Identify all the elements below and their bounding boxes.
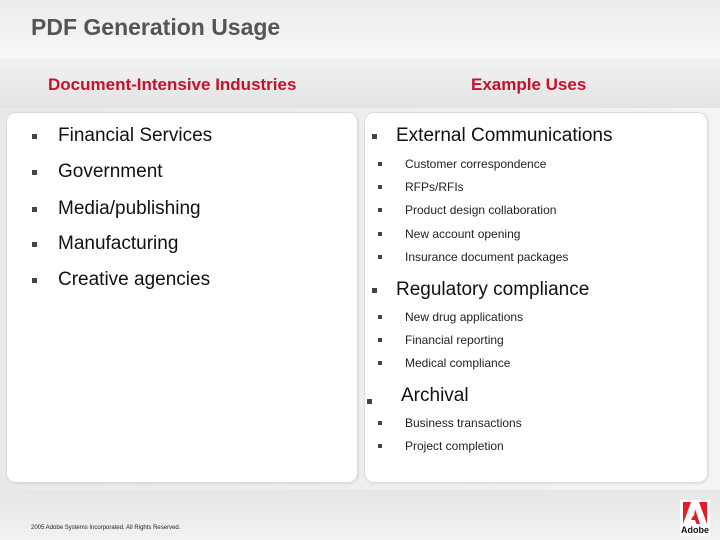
logo-wordmark: Adobe: [681, 525, 709, 535]
bullet-icon: [372, 134, 377, 139]
bullet-icon: [32, 242, 37, 247]
bullet-icon: [378, 255, 382, 259]
bullet-icon: [378, 315, 382, 319]
example-uses-header: Example Uses: [471, 75, 587, 94]
footer-band: [0, 490, 720, 540]
slide-title: PDF Generation Usage: [31, 14, 281, 40]
bullet-icon: [378, 208, 382, 212]
adobe-logo: [680, 500, 710, 536]
bullet-icon: [367, 399, 372, 404]
bullet-icon: [378, 421, 382, 425]
industries-header: Document-Intensive Industries: [48, 75, 297, 94]
bullet-icon: [378, 361, 382, 365]
bullet-icon: [372, 288, 377, 293]
bullet-icon: [32, 170, 37, 175]
bullet-icon: [378, 444, 382, 448]
bullet-icon: [378, 162, 382, 166]
bullet-icon: [32, 278, 37, 283]
bullet-icon: [378, 232, 382, 236]
bullet-icon: [378, 185, 382, 189]
bullet-icon: [32, 207, 37, 212]
adobe-logo-icon: [683, 502, 707, 524]
copyright-text: 2005 Adobe Systems Incorporated. All Rights Reserved.: [31, 525, 181, 531]
bullet-icon: [378, 338, 382, 342]
bullet-icon: [32, 134, 37, 139]
